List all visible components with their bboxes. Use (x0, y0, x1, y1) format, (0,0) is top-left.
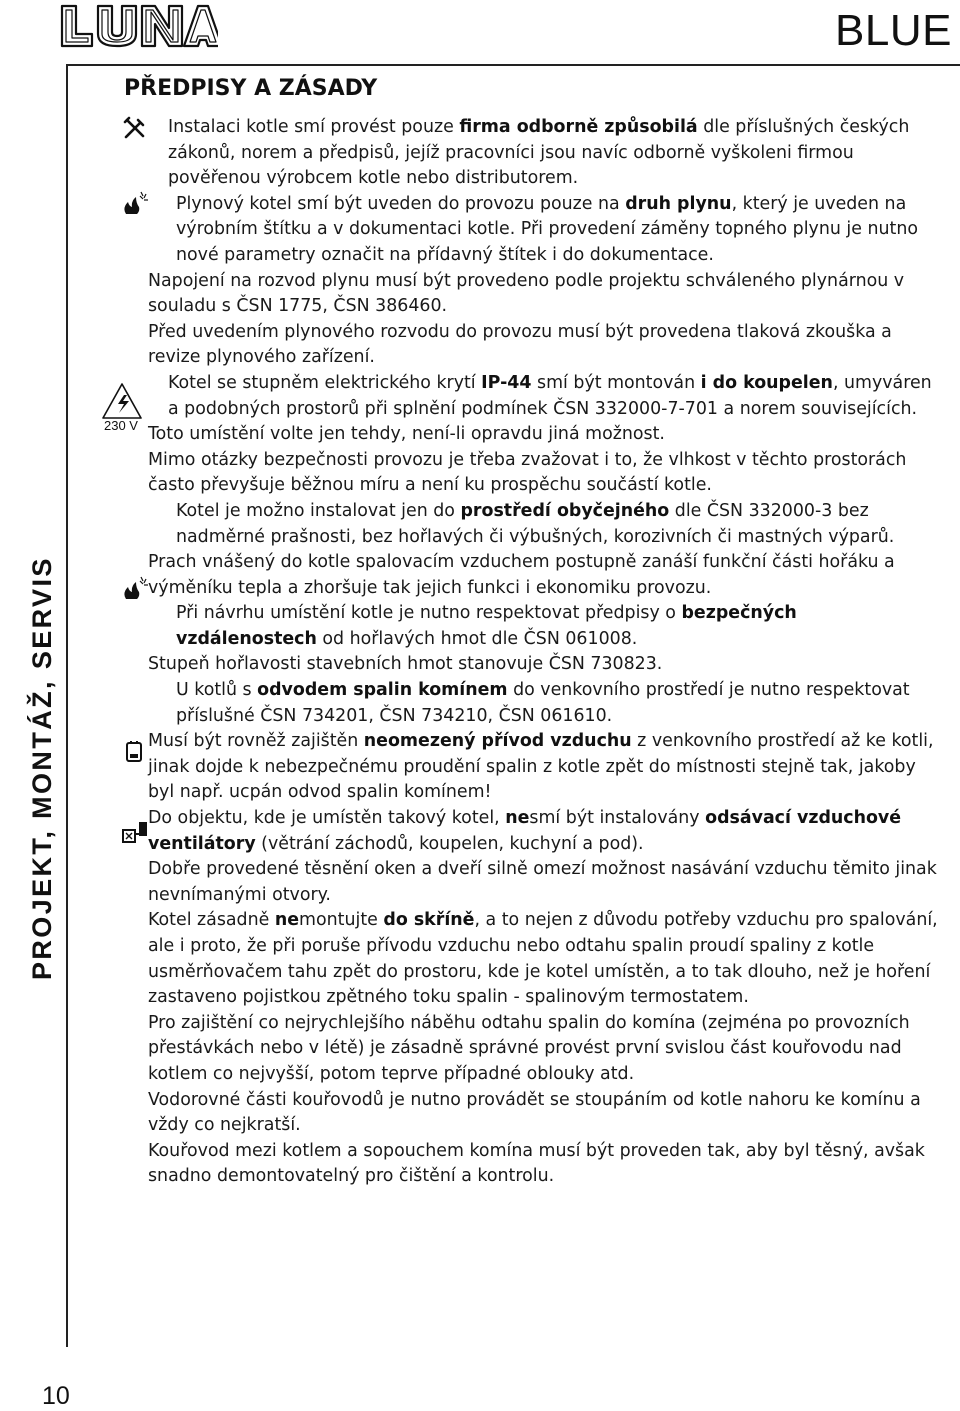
flame-icon (121, 190, 151, 216)
emphasis-text: prostředí obyčejného (460, 500, 670, 521)
section-side-label: PROJEKT, MONTÁŽ, SERVIS (27, 556, 57, 980)
body-text: z venkovního prostředí až ke kotli, jinak dojde k nebezpečnému proudění spalin z kotle zpět do místnosti stejně tak, jakoby byl např. ucpán odvod spalin komínem! (148, 731, 934, 803)
body-text: Při návrhu umístění kotle je nutno respektovat předpisy o (176, 603, 682, 624)
body-text: Instalaci kotle smí provést pouze (168, 117, 460, 137)
paragraph (148, 550, 938, 601)
paragraph (148, 320, 938, 371)
paragraph (148, 601, 938, 652)
paragraph (148, 806, 938, 857)
emphasis-text: ne (505, 808, 530, 829)
brand-name: BLUE (835, 6, 952, 55)
body-text: Musí být rovněž zajištěn (148, 731, 364, 752)
body-text: Vodorovné části kouřovodů je nutno provádět se stoupáním od kotle nahoru ke komínu a vždy co nejkratší. (148, 1089, 921, 1136)
body-text: Toto umístění volte jen tehdy, není-li opravdu jiná možnost. (148, 424, 665, 445)
paragraph (148, 1088, 938, 1139)
emphasis-text: druh plynu (625, 193, 732, 214)
paragraph (148, 192, 938, 269)
paragraph (148, 371, 938, 422)
tools-icon (122, 116, 148, 140)
electric-hazard-icon (100, 381, 144, 421)
paragraph (148, 499, 938, 550)
paragraph (148, 115, 938, 192)
body-text: , umyváren a podobných prostorů při splnění podmínek ČSN 332000-7-701 a norem souvisejících. (168, 372, 932, 419)
body-text: Prach vnášený do kotle spalovacím vzduchem postupně zanáší funkční části hořáku a výměníku tepla a zhoršuje tak jejich funkci i ekonomiku provozu. (148, 552, 895, 598)
paragraph (148, 269, 938, 320)
body-text: Kouřovod mezi kotlem a sopouchem komína musí být proveden tak, aby byl těsný, avšak snadno demontovatelný pro čištění a kontrolu. (148, 1140, 925, 1187)
page-title: PŘEDPISY A ZÁSADY (124, 76, 378, 101)
paragraph (148, 422, 938, 448)
body-text: Kotel zásadně (148, 910, 275, 931)
chimney-icon (121, 820, 149, 844)
emphasis-text: odsávací vzduchové ventilátory (148, 808, 902, 854)
body-text: Před uvedením plynového rozvodu do provozu musí být provedena tlaková zkouška a revize plynového zařízení. (148, 321, 892, 368)
paragraph (148, 1139, 938, 1190)
page-number: 10 (42, 1382, 70, 1410)
paragraph (148, 652, 938, 678)
emphasis-text: do skříně (383, 910, 475, 931)
paragraph (148, 857, 938, 908)
paragraph (148, 729, 938, 806)
body-text: Kotel se stupněm elektrického krytí (168, 372, 482, 393)
boiler-icon (122, 740, 146, 764)
body-text: , a to nejen z důvodu potřeby vzduchu pro spalování, ale i proto, že při poruše přívodu vzduchu nebo odtahu spalin proudí spaliny z kotle usměrňovačem tahu zpět do prostoru, kde je kotel umístěn, a to tak dlouho, než je hoření zastaveno pojistkou zpětného toku spalin - spalinovým termostatem. (148, 910, 938, 1008)
regulations-body (148, 115, 938, 1190)
emphasis-text: bezpečných vzdálenostech (176, 603, 797, 649)
body-text: do venkovního prostředí je nutno respektovat příslušné ČSN 734201, ČSN 734210, ČSN 061610. (176, 680, 910, 726)
emphasis-text: firma odborně způsobilá (459, 117, 698, 137)
body-text: Mimo otázky bezpečnosti provozu je třeba zvažovat i to, že vlhkost v těchto prostorách často převyšuje běžnou míru a není ku prospěchu součástí kotle. (148, 449, 907, 496)
body-text: Plynový kotel smí být uveden do provozu pouze na (176, 193, 626, 214)
flame-icon-2 (121, 575, 151, 601)
voltage-label: 230 V (104, 418, 138, 433)
paragraph (148, 448, 938, 499)
body-text: Napojení na rozvod plynu musí být provedeno podle projektu schváleného plynárnou v souladu s ČSN 1775, ČSN 386460. (148, 270, 905, 317)
body-text: dle příslušných českých zákonů, norem a předpisů, jejíž pracovníci jsou navíc odborně vyškoleni firmou pověřenou výrobcem kotle nebo distributorem. (168, 117, 910, 189)
emphasis-text: ne (274, 910, 300, 931)
paragraph (148, 678, 938, 729)
luna-logo (58, 2, 218, 50)
body-text: dle ČSN 332000-3 bez nadměrné prašnosti, bez hořlavých či výbušných, korozivních či mastných výparů. (176, 500, 895, 547)
body-text: Stupeň hořlavosti stavebních hmot stanovuje ČSN 730823. (148, 654, 663, 675)
emphasis-text: neomezený přívod vzduchu (363, 731, 632, 752)
body-text: (větrání záchodů, koupelen, kuchyní a pod). (255, 833, 644, 854)
body-text: Kotel je možno instalovat jen do (176, 500, 461, 521)
body-text: , který je uveden na výrobním štítku a v dokumentaci kotle. Při provedení záměny topného plynu je nutno nové parametry označit na přídavný štítek i do dokumentace. (176, 193, 919, 265)
paragraph (148, 1011, 938, 1088)
body-text: Dobře provedené těsnění oken a dveří silně omezí možnost nasávání vzduchu těmito jinak nevnímanými otvory. (148, 859, 937, 905)
header-rule (66, 64, 960, 66)
paragraph (148, 908, 938, 1010)
body-text: od hořlavých hmot dle ČSN 061008. (316, 628, 638, 649)
emphasis-text: odvodem spalin komínem (257, 680, 508, 701)
emphasis-text: IP-44 (481, 372, 532, 393)
margin-rule (66, 64, 68, 1347)
body-text: smí být instalovány (529, 808, 706, 829)
body-text: smí být montován (531, 372, 701, 393)
emphasis-text: i do koupelen (700, 372, 833, 393)
body-text: Do objektu, kde je umístěn takový kotel, (148, 808, 506, 829)
body-text: Pro zajištění co nejrychlejšího náběhu odtahu spalin do komína (zejména po provozních přestávkách nebo v létě) je zásadně správné provést první svislou část kouřovodu nad kotlem co nejvyšší, potom teprve případné oblouky atd. (148, 1012, 910, 1084)
body-text: montujte (299, 910, 384, 931)
body-text: U kotlů s (176, 680, 258, 701)
